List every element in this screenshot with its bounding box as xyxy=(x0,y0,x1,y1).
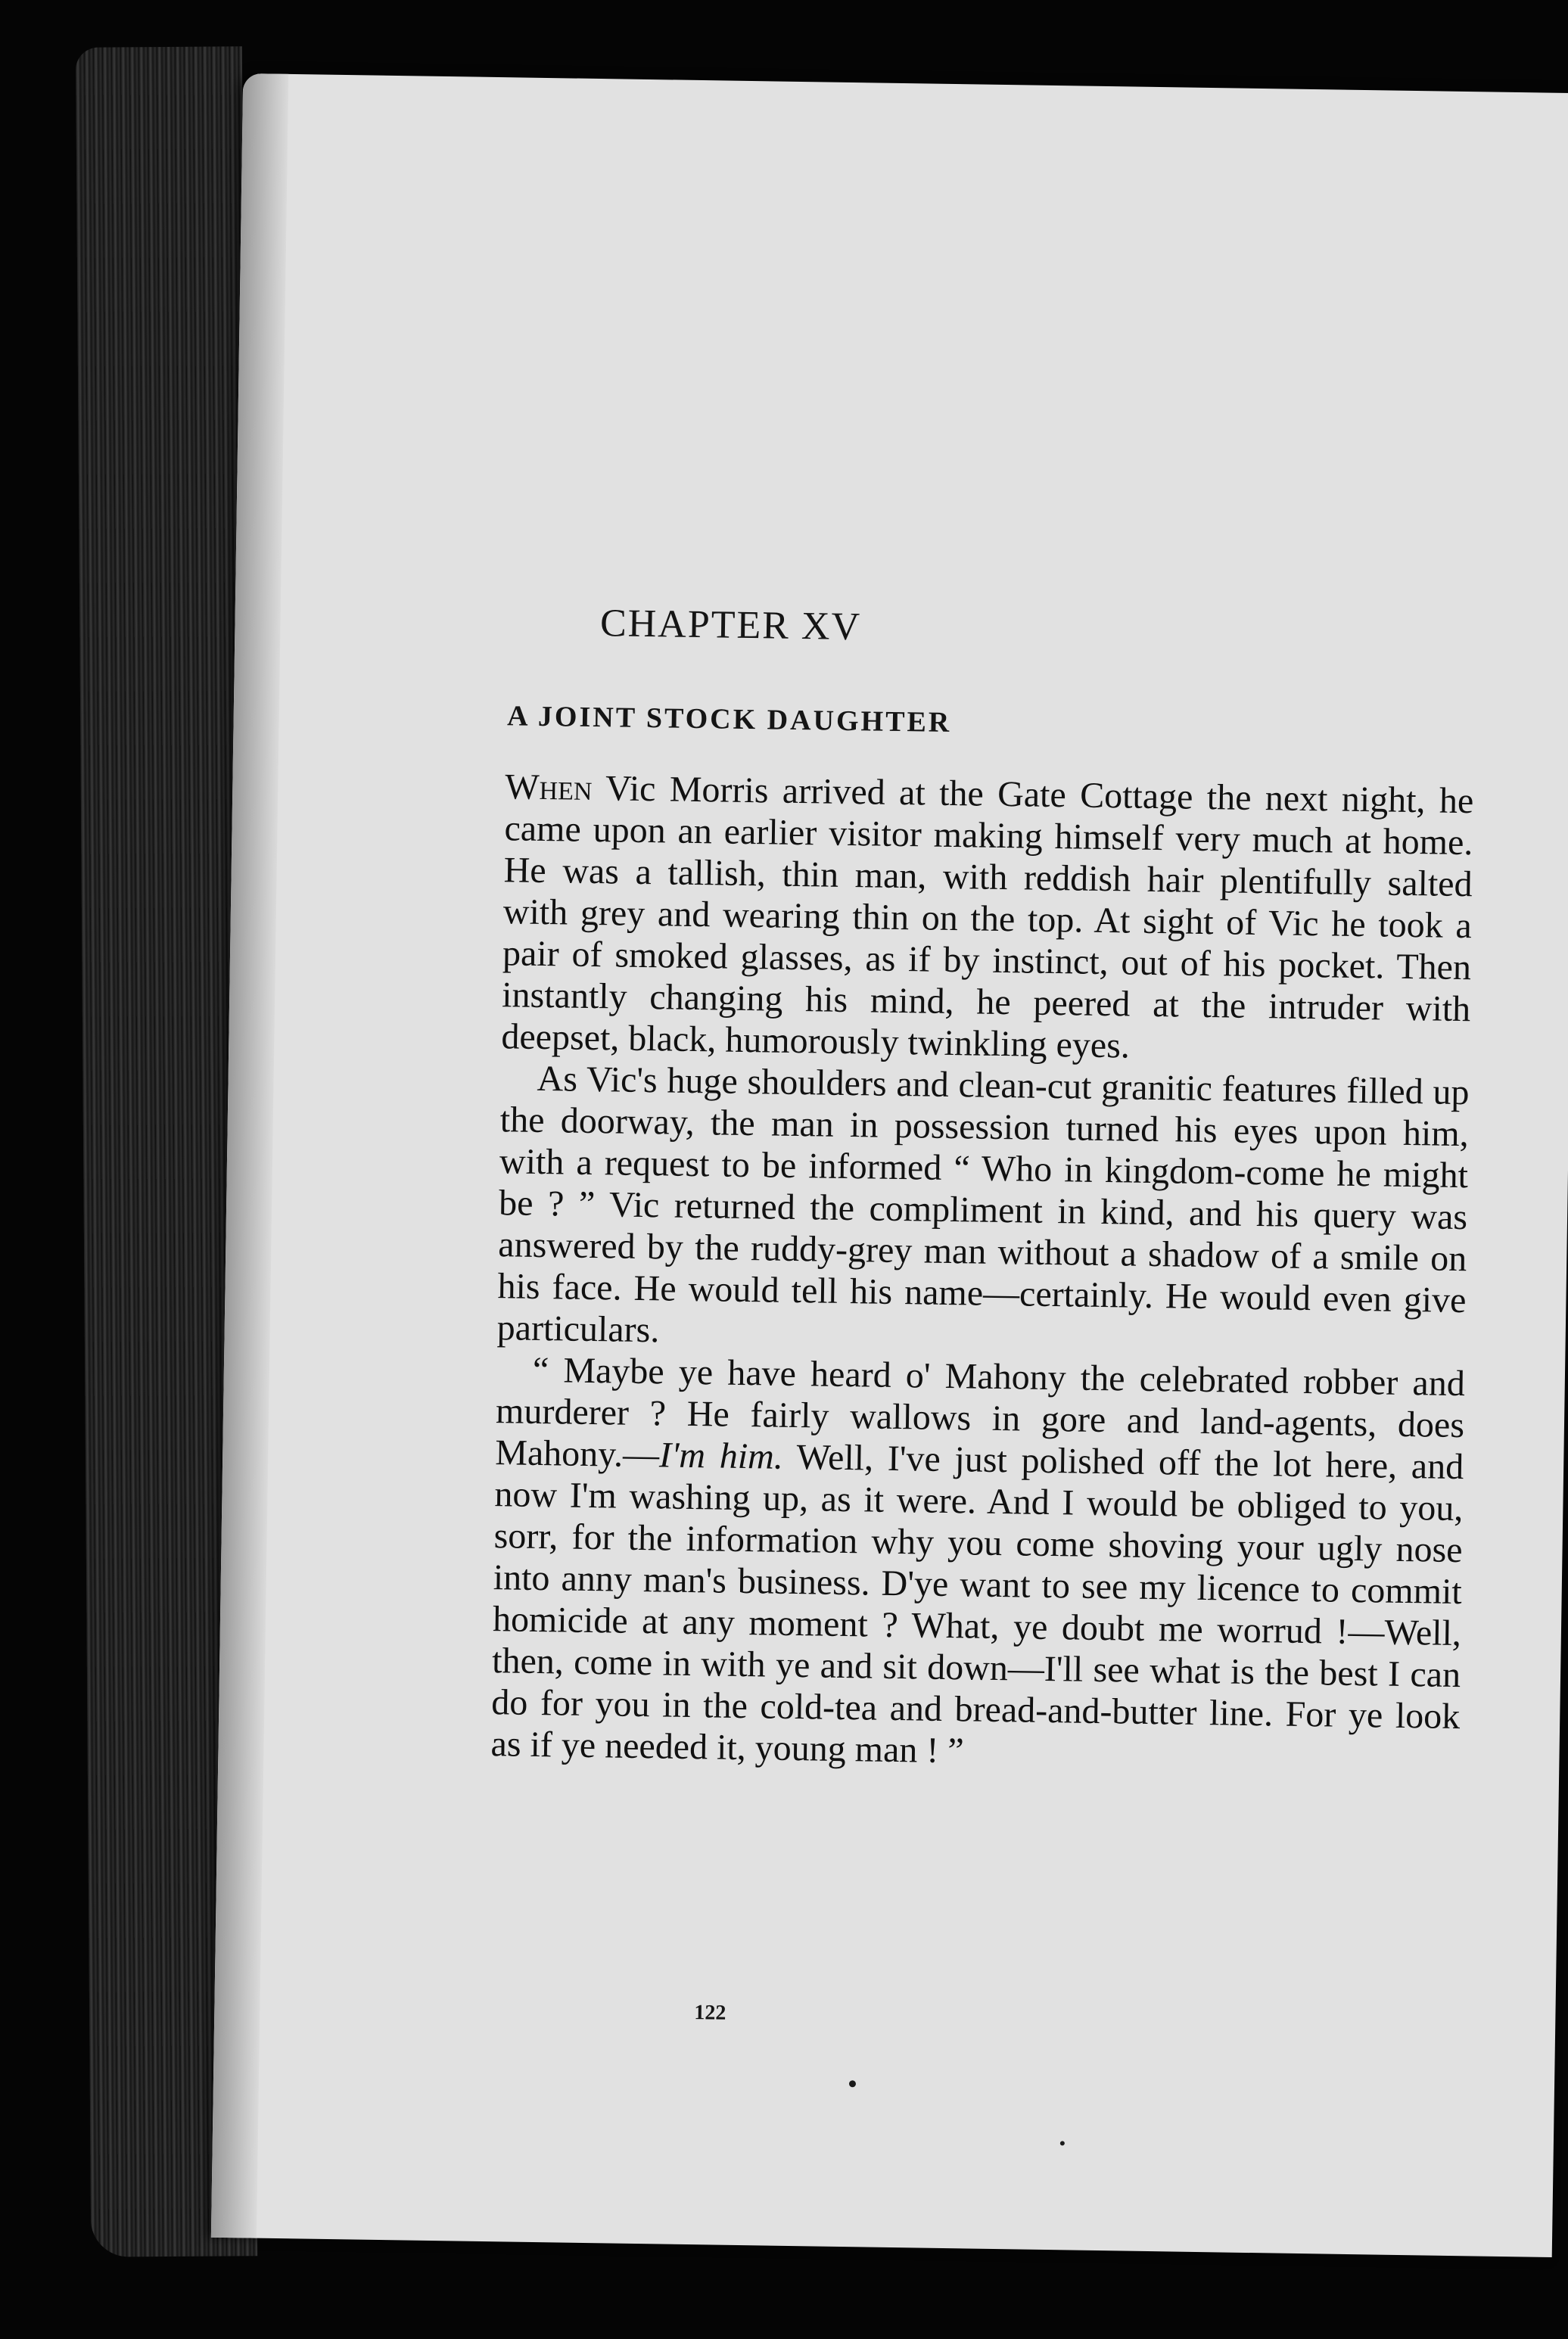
chapter-body xyxy=(490,766,1473,1779)
drop-word: When xyxy=(504,767,593,808)
paragraph-1 xyxy=(501,766,1474,1072)
ink-speck xyxy=(1060,2141,1065,2145)
ink-speck xyxy=(849,2080,856,2087)
paragraph-3-rest: Well, I've just polished off the lot here, and now I'm washing up, as it were. And I would be obliged to you, sorr, for the information why you come shoving your ugly nose into anny man's business. D'ye want to see my licence to commit homicide at any moment ? What, ye doubt me worrud !—Well, then, come in with ye and sit down—I'll see what is the best I can do for you in the cold-tea and bread-and-butter line. For ye look as if ye needed it, young man ! ” xyxy=(490,1436,1464,1771)
paragraph-3 xyxy=(490,1348,1465,1779)
paragraph-2: As Vic's huge shoulders and clean-cut granitic features filled up the doorway, the man in possession turned his eyes upon him, with a request to be informed “ Who in kingdom-come he might be ? ” Vic returned the compliment in kind, and his query was answered by the ruddy-grey man without a shadow of a smile on his face. He would tell his name—certainly. He would even give particulars. xyxy=(496,1058,1470,1351)
book-page xyxy=(211,73,1568,2257)
page-number: 122 xyxy=(694,2001,726,2025)
paragraph-1-text: Vic Morris arrived at the Gate Cottage the next night, he came upon an earlier visitor making himself very much at home. He was a tallish, thin man, with reddish hair plentifully salted with grey and wearing thin on the top. At sight of Vic he took a pair of smoked glasses, as if by instinct, out of his pocket. Then instantly changing his mind, he peered at the intruder with deepset, black, humorously twinkling eyes. xyxy=(501,767,1474,1066)
chapter-subtitle: A JOINT STOCK DAUGHTER xyxy=(506,700,952,739)
paragraph-3-start: “ Maybe ye have heard o' Mahony the celebrated robber and murderer ? He fairly wallows in gore and land-agents, does Mahony.— xyxy=(494,1349,1466,1476)
paragraph-3-italic: I'm him. xyxy=(658,1435,784,1477)
chapter-title: CHAPTER XV xyxy=(599,602,862,649)
